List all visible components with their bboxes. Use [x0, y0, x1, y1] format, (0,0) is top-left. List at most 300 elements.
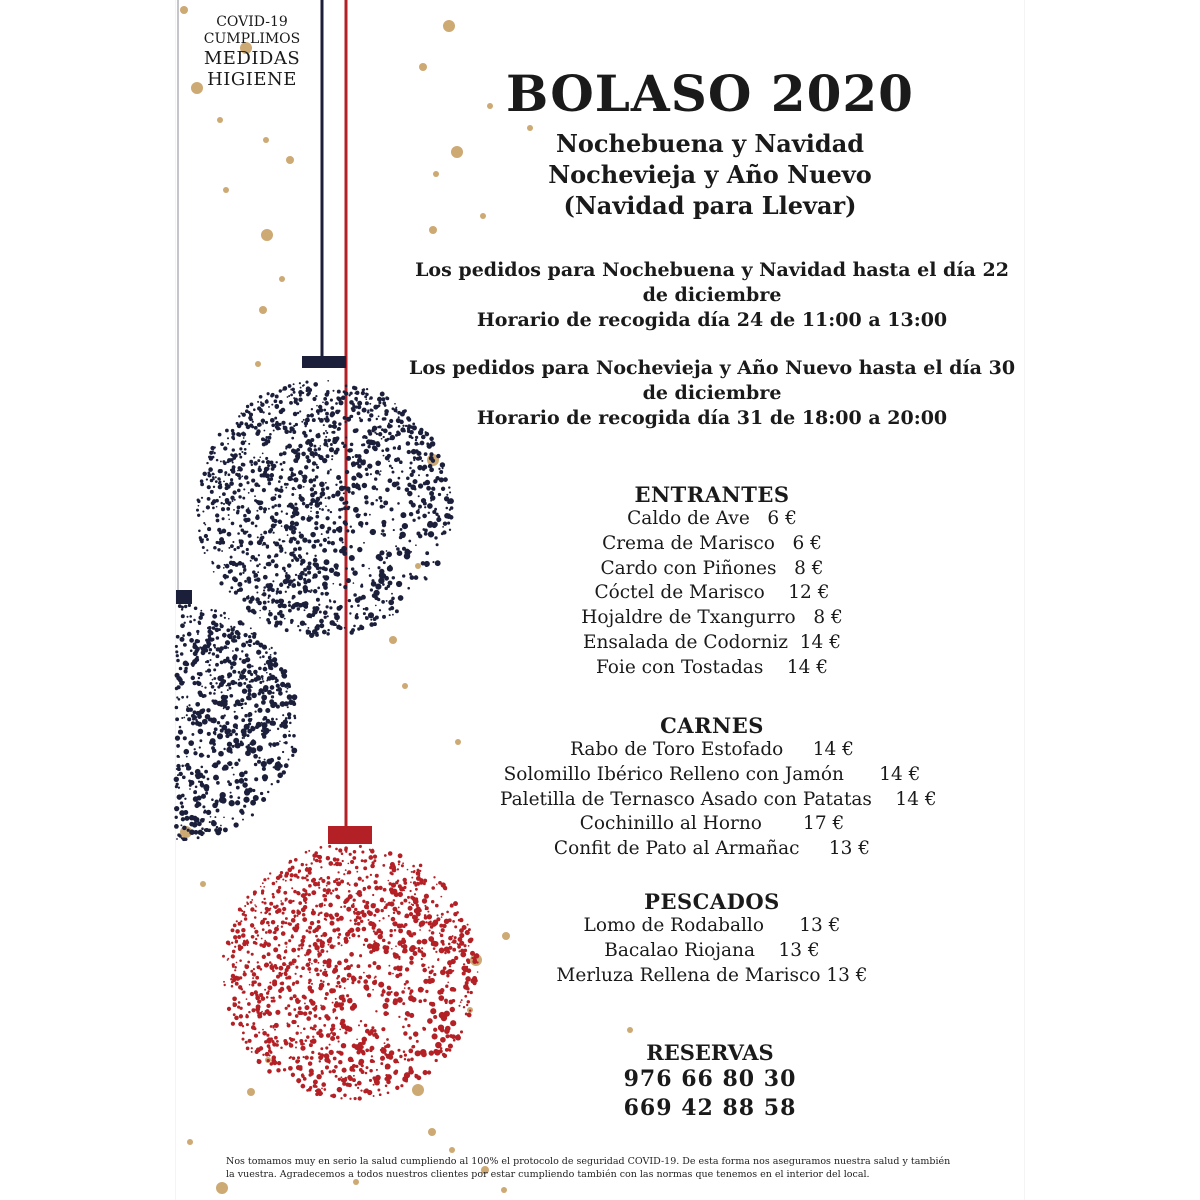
ornament-dot [453, 901, 458, 906]
ornament-dot [339, 583, 342, 586]
ornament-dot [435, 560, 441, 566]
ornament-dot [367, 908, 369, 910]
ornament-dot [316, 497, 321, 502]
ornament-dot [346, 940, 348, 942]
ornament-dot [358, 474, 363, 479]
ornament-dot [310, 532, 316, 538]
ornament-dot [284, 618, 286, 620]
ornament-dot [426, 474, 429, 477]
ornament-dot [318, 938, 320, 940]
ornament-dot [327, 938, 332, 943]
ornament-dot [315, 905, 318, 908]
ornament-dot [218, 541, 222, 545]
ornament-dot [397, 1049, 400, 1052]
ornament-dot [250, 403, 254, 407]
ornament-dot [339, 486, 345, 492]
ornament-dot [398, 860, 401, 863]
ornament-dot [416, 1040, 419, 1043]
ornament-dot [409, 946, 415, 952]
ornament-dot [343, 585, 347, 589]
ornament-dot [262, 777, 267, 782]
ornament-dot [226, 575, 229, 578]
ornament-dot [269, 961, 272, 964]
ornament-dot [443, 966, 447, 970]
ornament-dot [450, 959, 455, 964]
ornament-dot [371, 429, 375, 433]
navy-ornament-partial-icon [174, 604, 298, 841]
ornament-dot [352, 456, 354, 458]
ornament-dot [308, 561, 312, 565]
ornament-dot [280, 1046, 283, 1049]
ornament-dot [369, 396, 372, 399]
ornament-dot [209, 659, 211, 661]
ornament-dot [433, 1015, 437, 1019]
ornament-dot [322, 582, 328, 588]
gold-confetti-dot [200, 881, 206, 887]
ornament-dot [420, 951, 423, 954]
ornament-dot [237, 589, 240, 592]
ornament-dot [279, 889, 281, 891]
gold-confetti-dot [217, 117, 223, 123]
ornament-dot [246, 998, 248, 1000]
ornament-dot [214, 828, 218, 832]
ornament-dot [250, 923, 254, 927]
ornament-dot [243, 682, 246, 685]
ornament-dot [341, 977, 347, 983]
ornament-dot [259, 395, 263, 399]
ornament-dot [262, 1029, 264, 1031]
ornament-dot [257, 571, 259, 573]
ornament-dot [318, 986, 323, 991]
ornament-dot [436, 543, 439, 546]
ornament-dot [274, 504, 277, 507]
ornament-dot [219, 469, 223, 473]
gold-confetti-dot [263, 137, 269, 143]
ornament-dot [289, 539, 293, 543]
ornament-dot [260, 920, 264, 924]
ornament-dot [339, 916, 344, 921]
ornament-dot [238, 947, 242, 951]
ornament-dot [365, 986, 370, 991]
ornament-dot [291, 583, 296, 588]
ornament-dot [217, 685, 220, 688]
ornament-dot [247, 411, 250, 414]
ornament-dot [316, 632, 318, 634]
ornament-dot [363, 866, 367, 870]
ornament-dot [363, 979, 368, 984]
ornament-dot [290, 621, 293, 624]
ornament-dot [246, 596, 250, 600]
ornament-dot [292, 734, 296, 738]
ornament-dot [289, 401, 293, 405]
ornament-dot [420, 535, 422, 537]
gold-confetti-dot [286, 156, 294, 164]
ornament-dot [410, 934, 413, 937]
ornament-dot [303, 1043, 305, 1045]
ornament-dot [291, 437, 294, 440]
ornament-dot [207, 497, 211, 501]
ornament-dot [343, 873, 345, 875]
ornament-dot [401, 938, 405, 942]
ornament-dot [440, 934, 444, 938]
ornament-dot [335, 1016, 338, 1019]
ornament-dot [253, 642, 256, 645]
ornament-dot [224, 729, 230, 735]
ornament-dot [206, 708, 210, 712]
ornament-dot [302, 478, 307, 483]
ornament-dot [301, 421, 303, 423]
ornament-dot [282, 673, 287, 678]
ornament-dot [433, 947, 436, 950]
ornament-dot [334, 912, 339, 917]
ornament-dot [298, 470, 303, 475]
ornament-dot [252, 739, 254, 741]
ornament-dot [442, 1053, 446, 1057]
ornament-dot [245, 678, 248, 681]
ornament-dot [272, 997, 275, 1000]
ornament-dot [414, 575, 419, 580]
ornament-dot [364, 938, 368, 942]
ornament-dot [366, 876, 369, 879]
ornament-dot [392, 973, 394, 975]
ornament-dot [356, 871, 358, 873]
ornament-dot [178, 787, 180, 789]
ornament-dot [215, 654, 219, 658]
ornament-dot [237, 703, 241, 707]
ornament-dot [338, 862, 342, 866]
ornament-dot [431, 900, 434, 903]
ornament-dot [252, 635, 256, 639]
ornament-dot [466, 987, 470, 991]
ornament-dot [338, 516, 341, 519]
ornament-dot [232, 465, 236, 469]
ornament-dot [307, 571, 311, 575]
ornament-dot [263, 886, 265, 888]
ornament-dot [384, 1053, 387, 1056]
ornament-dot [312, 878, 316, 882]
ornament-dot [299, 573, 301, 575]
ornament-dot [335, 848, 338, 851]
ornament-dot [295, 1047, 297, 1049]
ornament-dot [195, 786, 198, 789]
ornament-dot [277, 687, 282, 692]
ornament-dot [324, 559, 330, 565]
ornament-dot [265, 1010, 267, 1012]
ornament-dot [280, 871, 283, 874]
ornament-dot [269, 610, 271, 612]
ornament-dot [416, 1050, 421, 1055]
ornament-dot [231, 1022, 235, 1026]
ornament-dot [227, 780, 230, 783]
ornament-dot [338, 410, 341, 413]
ornament-dot [295, 973, 297, 975]
ornament-dot [454, 936, 457, 939]
ornament-dot [293, 715, 296, 718]
ornament-dot [315, 475, 319, 479]
ornament-dot [244, 580, 247, 583]
ornament-dot [284, 570, 286, 572]
ornament-dot [432, 965, 435, 968]
ornament-dot [345, 436, 347, 438]
ornament-dot [445, 1034, 449, 1038]
ornament-dot [453, 1039, 456, 1042]
ornament-dot [278, 966, 283, 971]
ornament-dot [186, 616, 188, 618]
ornament-dot [223, 659, 228, 664]
ornament-dot [365, 522, 368, 525]
ornament-dot [348, 599, 351, 602]
ornament-dot [366, 1066, 369, 1069]
ornament-dot [370, 864, 375, 869]
ornament-dot [408, 540, 411, 543]
ornament-dot [280, 900, 282, 902]
ornament-dot [344, 627, 346, 629]
ornament-dot [464, 963, 466, 965]
ornament-dot [257, 1059, 262, 1064]
ornament-dot [363, 972, 365, 974]
ornament-dot [345, 567, 348, 570]
ornament-dot [227, 532, 232, 537]
ornament-dot [194, 830, 199, 835]
ornament-dot [183, 661, 188, 666]
ornament-dot [267, 1059, 270, 1062]
ornament-dot [267, 690, 272, 695]
ornament-dot [368, 568, 370, 570]
ornament-dot [425, 921, 427, 923]
ornament-dot [419, 929, 421, 931]
ornament-dot [442, 943, 445, 946]
ornament-dot [320, 1005, 325, 1010]
ornament-dot [231, 429, 235, 433]
ornament-dot [429, 1050, 434, 1055]
ornament-dot [415, 544, 417, 546]
ornament-dot [278, 995, 280, 997]
ornament-dot [292, 1057, 296, 1061]
ornament-dot [368, 418, 372, 422]
ornament-dot [232, 457, 234, 459]
ornament-dot [282, 540, 285, 543]
ornament-dot [317, 925, 322, 930]
ornament-dot [310, 516, 312, 518]
ornament-dot [207, 471, 210, 474]
phone-number-2[interactable]: 669 42 88 58 [623, 1095, 797, 1121]
ornament-dot [220, 502, 222, 504]
ornament-dot [325, 505, 327, 507]
ornament-dot [401, 470, 403, 472]
ornament-dot [351, 461, 357, 467]
ornament-dot [353, 912, 356, 915]
ornament-dot [336, 625, 341, 630]
ornament-dot [212, 762, 218, 768]
ornament-dot [225, 500, 229, 504]
ornament-dot [356, 1038, 358, 1040]
section-pescados [500, 889, 924, 988]
ornament-dot [226, 507, 230, 511]
ornament-dot [226, 941, 230, 945]
ornament-dot [372, 948, 376, 952]
ornament-dot [279, 400, 283, 404]
ornament-dot [239, 674, 245, 680]
ornament-dot [214, 609, 217, 612]
ornament-dot [386, 397, 390, 401]
ornament-dot [189, 615, 192, 618]
ornament-dot [292, 900, 294, 902]
ornament-dot [436, 454, 440, 458]
ornament-dot [319, 567, 322, 570]
ornament-dot [289, 430, 292, 433]
ornament-dot [388, 581, 393, 586]
ornament-dot [328, 861, 333, 866]
ornament-dot [404, 916, 406, 918]
ornament-dot [242, 1025, 244, 1027]
ornament-dot [255, 725, 259, 729]
ornament-dot [237, 682, 242, 687]
ornament-dot [310, 1026, 313, 1029]
ornament-dot [220, 442, 224, 446]
ornament-dot [319, 611, 322, 614]
ornament-dot [373, 1095, 375, 1097]
ornament-dot [430, 1008, 436, 1014]
ornament-dot [328, 944, 330, 946]
ornament-dot [181, 805, 184, 808]
ornament-dot [297, 1060, 300, 1063]
menu-item: Cóctel de Marisco 12 € [594, 582, 830, 604]
ornament-dot [348, 1076, 353, 1081]
navy-ornament-cap [302, 356, 346, 368]
ornament-dot [301, 602, 307, 608]
ornament-dot [245, 653, 249, 657]
ornament-dot [322, 932, 327, 937]
ornament-dot [365, 616, 369, 620]
ornament-dot [281, 920, 285, 924]
ornament-dot [362, 443, 365, 446]
ornament-dot [310, 487, 314, 491]
ornament-dot [388, 600, 394, 606]
ornament-dot [446, 494, 448, 496]
ornament-dot [212, 626, 216, 630]
ornament-dot [256, 564, 259, 567]
ornament-dot [205, 792, 208, 795]
ornament-dot [467, 1000, 470, 1003]
ornament-dot [243, 689, 247, 693]
ornament-dot [336, 977, 338, 979]
ornament-dot [423, 979, 428, 984]
ornament-dot [412, 865, 415, 868]
ornament-dot [230, 792, 232, 794]
ornament-dot [293, 547, 297, 551]
ornament-dot [319, 445, 321, 447]
ornament-dot [267, 392, 270, 395]
ornament-dot [201, 497, 203, 499]
ornament-dot [353, 507, 359, 513]
ornament-dot [375, 605, 377, 607]
ornament-dot [410, 575, 415, 580]
ornament-dot [391, 467, 393, 469]
ornament-dot [280, 613, 285, 618]
ornament-dot [177, 676, 181, 680]
ornament-dot [341, 1052, 343, 1054]
ornament-dot [417, 869, 420, 872]
ornament-dot [297, 484, 302, 489]
ornament-dot [419, 864, 423, 868]
ornament-dot [410, 491, 412, 493]
ornament-dot [410, 1057, 414, 1061]
gold-confetti-dot [415, 563, 421, 569]
ornament-dot [273, 999, 276, 1002]
covid-line-4: HIGIENE [207, 69, 297, 91]
ornament-dot [330, 892, 333, 895]
ornament-dot [325, 436, 327, 438]
ornament-dot [202, 805, 205, 808]
phone-number-1[interactable]: 976 66 80 30 [623, 1066, 797, 1092]
ornament-dot [297, 582, 301, 586]
ornament-dot [189, 780, 194, 785]
ornament-dot [280, 958, 282, 960]
ornament-dot [336, 490, 341, 495]
ornament-dot [265, 400, 269, 404]
ornament-dot [293, 994, 297, 998]
ornament-dot [228, 473, 231, 476]
ornament-dot [446, 974, 449, 977]
ornament-dot [245, 778, 248, 781]
ornament-dot [282, 604, 287, 609]
ornament-dot [312, 1036, 314, 1038]
ornament-dot [207, 668, 211, 672]
ornament-dot [273, 905, 276, 908]
ornament-dot [378, 401, 381, 404]
ornament-dot [408, 1069, 414, 1075]
ornament-dot [201, 686, 203, 688]
ornament-dot [377, 461, 381, 465]
ornament-dot [326, 416, 329, 419]
ornament-dot [243, 797, 249, 803]
ornament-dot [373, 855, 377, 859]
ornament-dot [286, 513, 289, 516]
ornament-dot [369, 409, 372, 412]
ornament-dot [212, 562, 215, 565]
ornament-dot [227, 1007, 231, 1011]
ornament-dot [429, 467, 434, 472]
ornament-dot [332, 1069, 336, 1073]
ornament-dot [372, 593, 377, 598]
ornament-dot [297, 412, 299, 414]
ornament-dot [251, 983, 254, 986]
ornament-dot [375, 1035, 379, 1039]
ornament-dot [291, 948, 296, 953]
ornament-dot [361, 850, 364, 853]
ornament-dot [202, 472, 206, 476]
ornament-dot [439, 470, 443, 474]
ornament-dot [321, 508, 324, 511]
ornament-dot [207, 778, 210, 781]
ornament-dot [315, 944, 317, 946]
ornament-dot [262, 423, 264, 425]
ornament-dot [196, 656, 199, 659]
ornament-dot [392, 471, 395, 474]
ornament-dot [177, 774, 179, 776]
ornament-dot [206, 478, 208, 480]
ornament-dot [308, 867, 312, 871]
ornament-dot [418, 987, 424, 993]
ornament-dot [371, 581, 377, 587]
ornament-dot [433, 942, 437, 946]
ornament-dot [294, 602, 299, 607]
ornament-dot [325, 1066, 328, 1069]
gold-confetti-dot [259, 306, 267, 314]
ornament-dot [282, 912, 285, 915]
ornament-dot [209, 648, 212, 651]
ornament-dot [216, 781, 220, 785]
